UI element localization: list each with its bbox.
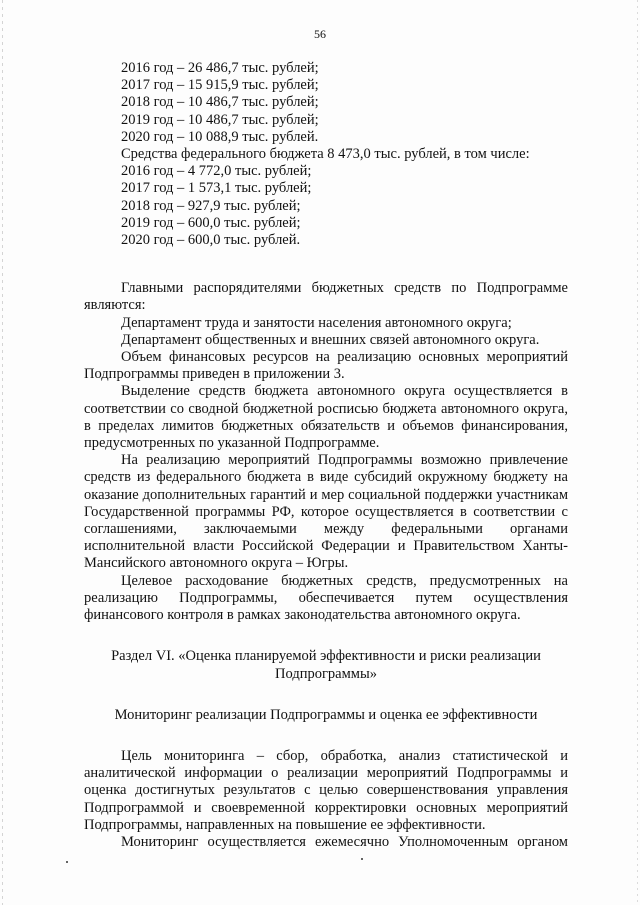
page-content [84,60,568,851]
federal-budget-line: 2019 год – 600,0 тыс. рублей; [121,214,301,231]
okrug-budget-line: 2016 год – 26 486,7 тыс. рублей; [121,60,319,76]
main-managers-paragraph: Главными распорядителями бюджетных средств по Подпрограмме [121,280,568,297]
scan-edge-right [637,0,638,905]
section-title-line-1: Раздел VI. «Оценка планируемой эффективности и риски реализации [111,648,541,665]
allocation-paragraph: Выделение средств бюджета автономного округа осуществляется в соответствии со сводной бюджетной росписью бюджета автономного округа, в пределах лимитов бюджетных обязательств и объемов финансирования, предусмотренных по указанной Подпрограмме. [84,383,568,452]
okrug-budget-line: 2019 год – 10 486,7 тыс. рублей; [121,111,319,128]
scan-speck [361,858,363,860]
okrug-budget-list [84,60,568,146]
monitoring-goal-paragraph: Цель мониторинга – сбор, обработка, анализ статистической и аналитической информации о реализации мероприятий Подпрограммы и оценка достигнутых результатов с целью совершенствования управления Подпрограммой и своевременной корректировки основных мероприятий Подпрограммы, направленных на повышение ее эффективности. [84,747,568,833]
subsection-title: Мониторинг реализации Подпрограммы и оценка ее эффективности [114,706,538,723]
federal-total-line: Средства федерального бюджета 8 473,0 тыс. рублей, в том числе: [121,146,530,163]
scan-speck [66,861,68,863]
federal-budget-line: 2020 год – 600,0 тыс. рублей. [121,232,301,249]
targeted-spending-paragraph: Целевое расходование бюджетных средств, предусмотренных на реализацию Подпрограммы, обеспечивается путем осуществления финансового контроля в рамках законодательства автономного округа. [84,572,568,624]
federal-budget-line: 2016 год – 4 772,0 тыс. рублей; [121,163,312,180]
monitoring-monthly-paragraph: Мониторинг осуществляется ежемесячно Уполномоченным органом [121,833,568,850]
federal-budget-list [84,163,568,249]
federal-attraction-paragraph: На реализацию мероприятий Подпрограммы возможно привлечение средств из федерального бюджета в виде субсидий окружному бюджету на оказание дополнительных гарантий и мер социальной поддержки участникам Государственной программы РФ, которое осуществляется в соответствии с соглашениями, заключаемыми между федеральными органами исполнительной власти Российской Федерации и Правительством Ханты-Мансийского автономного округа – Югры. [84,452,568,572]
department-labor-line: Департамент труда и занятости населения автономного округа; [121,314,512,331]
okrug-budget-line: 2020 год – 10 088,9 тыс. рублей. [121,128,319,145]
main-managers-continuation: являются: [84,297,146,314]
section-title-line-2: Подпрограммы» [275,665,377,682]
page-number: 56 [314,27,326,41]
scan-edge-left [2,0,3,905]
okrug-budget-line: 2017 год – 15 915,9 тыс. рублей; [121,77,319,94]
federal-budget-line: 2017 год – 1 573,1 тыс. рублей; [121,180,312,197]
federal-budget-line: 2018 год – 927,9 тыс. рублей; [121,197,301,214]
volume-paragraph: Объем финансовых ресурсов на реализацию основных мероприятий Подпрограммы приведен в приложении 3. [84,349,568,383]
department-public-line: Департамент общественных и внешних связей автономного округа. [121,331,540,348]
okrug-budget-line: 2018 год – 10 486,7 тыс. рублей; [121,94,319,111]
